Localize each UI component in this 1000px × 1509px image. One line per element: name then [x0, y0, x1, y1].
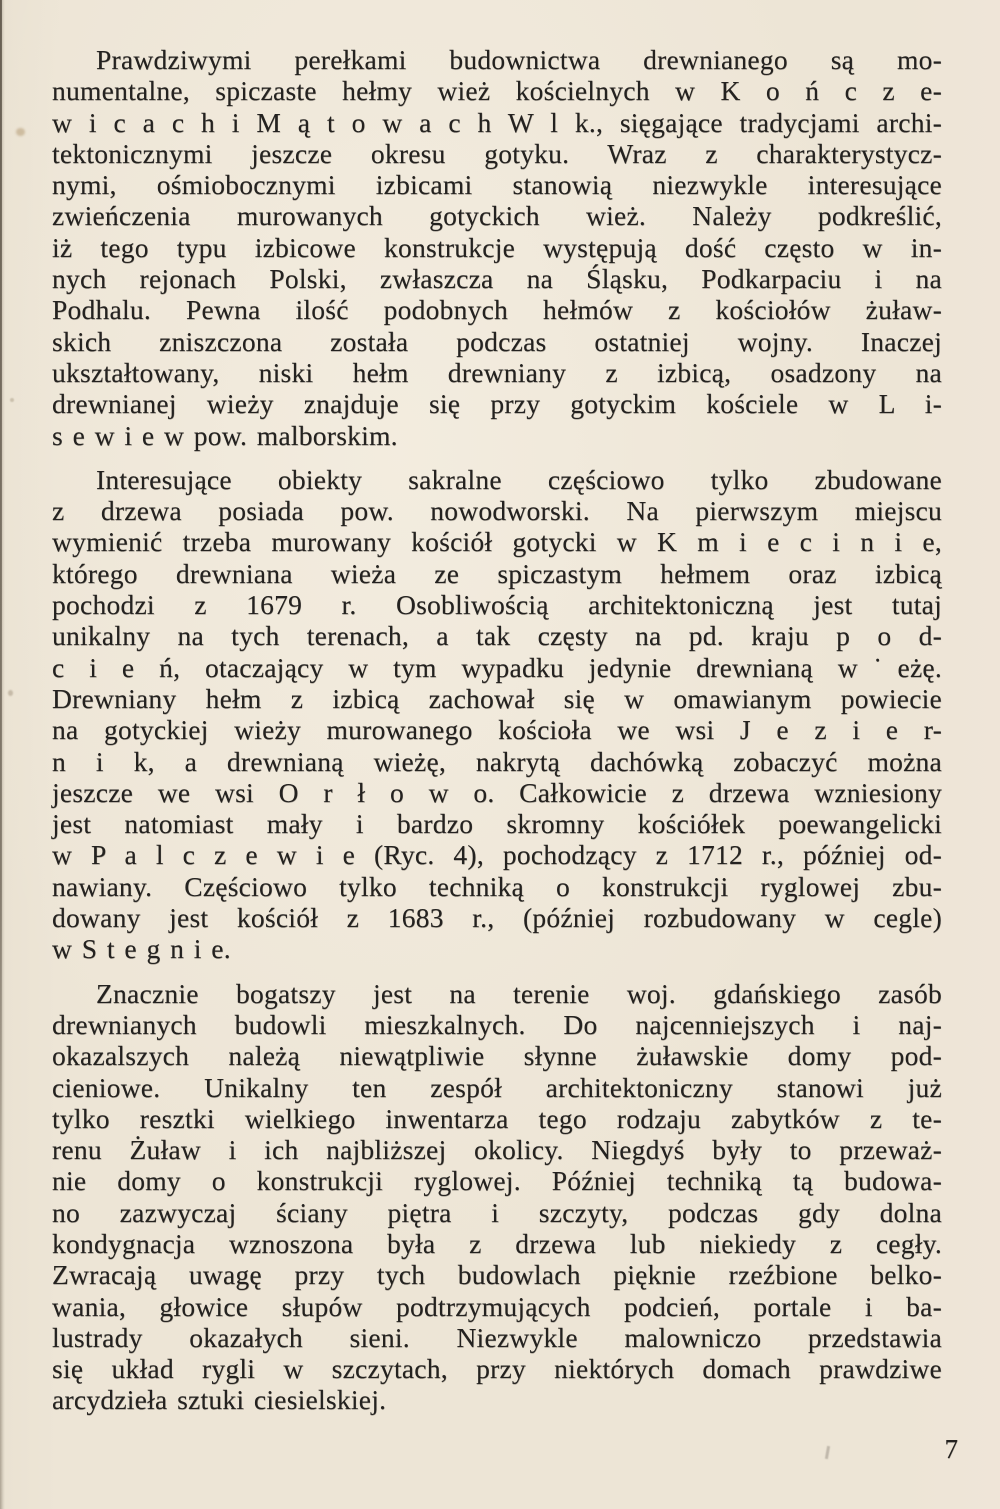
text-line: no zazwyczaj ściany piętra i szczyty, podczas gdy dolna	[52, 1196, 942, 1228]
text-line: nych rejonach Polski, zwłaszcza na Śląsku, Podkarpaciu i na	[52, 263, 942, 295]
text-line: pochodzi z 1679 r. Osobliwością architektoniczną jest tutaj	[52, 589, 942, 621]
text-line: którego drewniana wieża ze spiczastym hełmem oraz izbicą	[52, 557, 942, 589]
text-line: na gotyckiej wieży murowanego kościoła we wsi J e z i e r-	[52, 714, 942, 746]
text-line: wania, głowice słupów podtrzymujących podcień, portale i ba-	[52, 1290, 942, 1322]
text-line: w S t e g n i e.	[52, 933, 231, 965]
text-line: Zwracają uwagę przy tych budowlach pięknie rzeźbione belko-	[52, 1259, 942, 1291]
paragraph	[52, 978, 942, 1416]
text-line: n i k, a drewnianą wieżę, nakrytą dachówką zobaczyć można	[52, 745, 942, 777]
text-line: Prawdziwymi perełkami budownictwa drewnianego są mo-	[96, 44, 942, 75]
text-line: się układ rygli w szczytach, przy niektórych domach prawdziwe	[52, 1353, 942, 1385]
text-line: Interesujące obiekty sakralne częściowo tylko zbudowane	[96, 463, 942, 495]
paper-stain	[8, 690, 13, 696]
text-line: zwieńczenia murowanych gotyckich wież. Należy podkreślić,	[52, 200, 942, 232]
paragraph	[52, 464, 942, 965]
page-number: 7	[944, 1434, 958, 1464]
text-line: jeszcze we wsi O r ł o w o. Całkowicie z drzewa wzniesiony	[52, 776, 942, 808]
text-line: w i c a c h i M ą t o w a c h W l k., sięgające tradycjami archi-	[52, 106, 942, 138]
text-line: nymi, ośmiobocznymi izbicami stanowią niezwykle interesujące	[52, 169, 942, 201]
text-line: w P a l c z e w i e (Ryc. 4), pochodzący z 1712 r., później od-	[52, 839, 942, 871]
text-line: Drewniany hełm z izbicą zachował się w omawianym powiecie	[52, 682, 942, 714]
text-line: c i e ń, otaczający w tym wypadku jedynie drewnianą w˙eżę.	[52, 651, 942, 683]
text-block	[52, 44, 942, 1416]
text-line: arcydzieła sztuki ciesielskiej.	[52, 1384, 387, 1416]
text-line: Podhalu. Pewna ilość podobnych hełmów z kościołów żuław-	[52, 294, 942, 326]
text-line: kondygnacja wznoszona była z drzewa lub niekiedy z cegły.	[52, 1227, 942, 1259]
paper-stain	[16, 128, 25, 136]
text-line: numentalne, spiczaste hełmy wież kościelnych w K o ń c z e-	[52, 75, 942, 107]
text-line: drewnianej wieży znajduje się przy gotyckim kościele w L i-	[52, 388, 942, 420]
text-line: nie domy o konstrukcji ryglowej. Później techniką tą budowa-	[52, 1165, 942, 1197]
text-line: skich zniszczona została podczas ostatniej wojny. Inaczej	[52, 325, 942, 357]
text-line: ukształtowany, niski hełm drewniany z izbicą, osadzony na	[52, 356, 942, 388]
text-line: wymienić trzeba murowany kościół gotycki w K m i e c i n i e,	[52, 526, 942, 558]
text-line: dowany jest kościół z 1683 r., (później rozbudowany w cegle)	[52, 902, 942, 934]
text-line: z drzewa posiada pow. nowodworski. Na pierwszym miejscu	[52, 495, 942, 527]
text-line: renu Żuław i ich najbliższej okolicy. Niegdyś były to przeważ-	[52, 1134, 942, 1166]
text-line: lustrady okazałych sieni. Niezwykle malowniczo przedstawia	[52, 1321, 942, 1353]
paper-stain	[10, 398, 14, 402]
text-line: jest natomiast mały i bardzo skromny kościółek poewangelicki	[52, 808, 942, 840]
text-line: tylko resztki wielkiego inwentarza tego rodzaju zabytków z te-	[52, 1102, 942, 1134]
text-line: s e w i e w pow. malborskim.	[52, 419, 398, 451]
text-line: Znacznie bogatszy jest na terenie woj. gdańskiego zasób	[96, 977, 942, 1009]
page-left-edge-line	[0, 0, 2, 1180]
text-line: iż tego typu izbicowe konstrukcje występują dość często w in-	[52, 231, 942, 263]
text-line: unikalny na tych terenach, a tak częsty na pd. kraju p o d-	[52, 620, 942, 652]
text-line: nawiany. Częściowo tylko techniką o konstrukcji ryglowej zbu-	[52, 870, 942, 902]
text-line: tektonicznymi jeszcze okresu gotyku. Wraz z charakterystycz-	[52, 137, 942, 169]
text-line: cieniowe. Unikalny ten zespół architektoniczny stanowi już	[52, 1071, 942, 1103]
text-line: okazalszych należą niewątpliwie słynne żuławskie domy pod-	[52, 1040, 942, 1072]
paragraph	[52, 44, 942, 451]
text-line: drewnianych budowli mieszkalnych. Do najcenniejszych i naj-	[52, 1008, 942, 1040]
paper-stain	[825, 1446, 830, 1459]
